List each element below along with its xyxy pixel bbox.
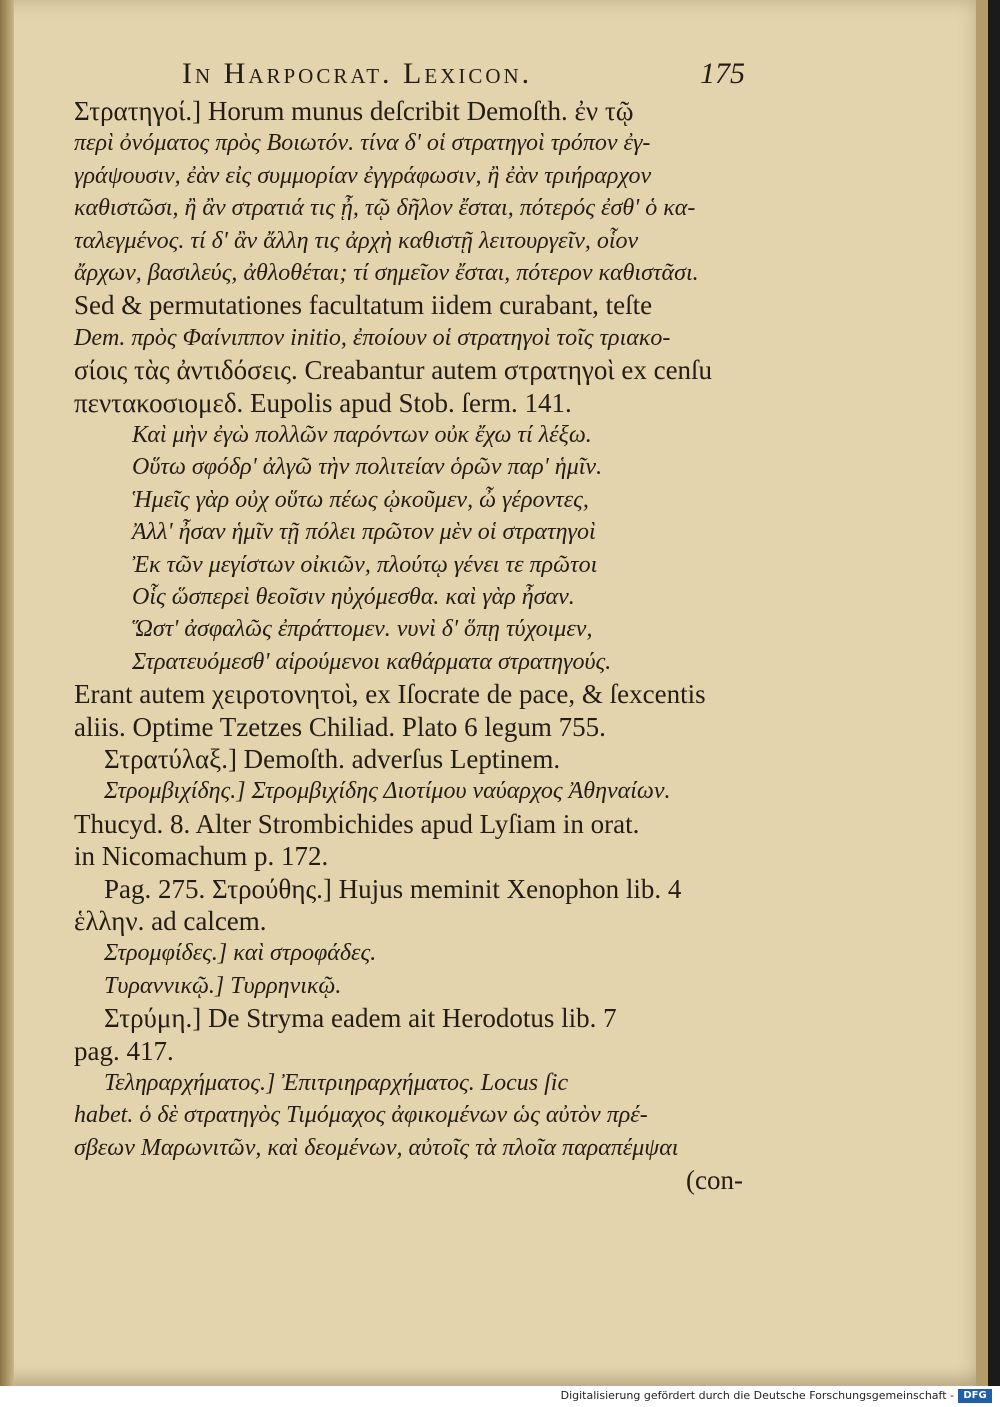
text-line: (con- xyxy=(686,1165,743,1196)
running-head: In Harpocrat. Lexicon. xyxy=(182,57,533,90)
text-line: Ἡμεῖς γὰρ οὐχ οὕτω πέως ᾠκοῦμεν, ὦ γέροντες, xyxy=(132,486,589,513)
text-line: Οὕτω σφόδρ' ἀλγῶ τὴν πολιτείαν ὁρῶν παρ' ἡμῖν. xyxy=(132,454,603,481)
text-line: in Nicomachum p. 172. xyxy=(74,841,329,872)
text-line: ἄρχων, βασιλεύς, ἀθλοθέται; τί σημεῖον ἔσται, πότερον καθιστᾶσι. xyxy=(74,260,699,286)
text-line: Ὥστ' ἀσφαλῶς ἐπράττομεν. νυνὶ δ' ὅπῃ τύχοιμεν, xyxy=(132,616,593,643)
page-spine xyxy=(0,0,14,1386)
text-line: Στρομβιχίδης.] Στρομβιχίδης Διοτίμου ναύαρχος Ἀθηναίων. xyxy=(104,778,671,805)
text-line: Στρατευόμεσθ' αἱρούμενοι καθάρματα στρατηγούς. xyxy=(132,648,612,675)
text-line: Στρατύλαξ.] Demoſth. adverſus Leptinem. xyxy=(104,744,561,774)
text-line: περὶ ὀνόματος πρὸς Βοιωτόν. τίνα δ' οἱ στρατηγοὶ τρόπον ἐγ- xyxy=(74,130,651,157)
dfg-logo: DFG xyxy=(958,1389,992,1403)
text-line: aliis. Optime Tzetzes Chiliad. Plato 6 legum 755. xyxy=(74,711,606,742)
text-line: πεντακοσιομεδ. Eupolis apud Stob. ſerm. 141. xyxy=(74,387,572,418)
text-line: Οἷς ὥσπερεὶ θεοῖσιν ηὐχόμεσθα. καὶ γὰρ ἦσαν. xyxy=(132,584,575,610)
text-line: Καὶ μὴν ἐγὼ πολλῶν παρόντων οὐκ ἔχω τί λέξω. xyxy=(132,422,592,448)
text-line: Στρομφίδες.] καὶ στροφάδες. xyxy=(104,940,377,967)
text-line: Thucyd. 8. Alter Strombichides apud Lyſiam in orat. xyxy=(74,808,640,839)
footer-bar xyxy=(0,1386,1000,1407)
text-line: Ἐκ τῶν μεγίστων οἰκιῶν, πλούτῳ γένει τε πρῶτοι xyxy=(132,551,598,578)
footer-credit: Digitalisierung gefördert durch die Deutsche Forschungsgemeinschaft - xyxy=(560,1389,954,1402)
text-line: Τεληραρχήματος.] Ἐπιτριηραρχήματος. Locus ſic xyxy=(104,1070,569,1096)
text-line: γράψουσιν, ἐὰν εἰς συμμορίαν ἐγγράφωσιν, ἢ ἐὰν τριήραρχον xyxy=(74,162,652,189)
text-line: habet. ὁ δὲ στρατηγὸς Τιμόμαχος ἀφικομένων ὡς αὐτὸν πρέ- xyxy=(74,1102,648,1129)
text-line: Erant autem χειροτονητοὶ, ex Iſocrate de pace, & ſexcentis xyxy=(74,679,706,710)
text-line: Sed & permutationes facultatum iidem curabant, teſte xyxy=(74,290,653,321)
text-line: Pag. 275. Στρούθης.] Hujus meminit Xenophon lib. 4 xyxy=(104,873,682,904)
page-number: 175 xyxy=(700,57,745,90)
text-line: Ἀλλ' ἦσαν ἡμῖν τῇ πόλει πρῶτον μὲν οἱ στρατηγοὶ xyxy=(132,519,596,546)
text-line: σίοις τὰς ἀντιδόσεις. Creabantur autem στρατηγοὶ ex cenſu xyxy=(74,355,713,386)
text-line: σβεων Μαρωνιτῶν, καὶ δεομένων, αὐτοῖς τὰ πλοῖα παραπέμψαι xyxy=(74,1134,679,1161)
text-line: Dem. πρὸς Φαίνιππον initio, ἐποίουν οἱ στρατηγοὶ τοῖς τριακο- xyxy=(74,324,671,351)
text-line: ταλεγμένος. τί δ' ἂν ἄλλη τις ἀρχὴ καθιστῇ λειτουργεῖν, οἷον xyxy=(74,227,639,254)
text-line: ἑλλην. ad calcem. xyxy=(74,906,267,936)
text-line: Τυραννικῷ.] Τυρρηνικῷ. xyxy=(104,972,342,999)
text-line: καθιστῶσι, ἢ ἂν στρατιά τις ᾖ, τῷ δῆλον ἔσται, πότερός ἐσθ' ὁ κα- xyxy=(74,195,696,222)
page-edge xyxy=(976,0,988,1386)
text-line: Στρύμη.] De Stryma eadem ait Herodotus lib. 7 xyxy=(104,1003,617,1034)
text-line: Στρατηγοί.] Horum munus deſcribit Demoſth. ἐν τῷ xyxy=(74,96,634,126)
text-line: pag. 417. xyxy=(74,1035,174,1066)
